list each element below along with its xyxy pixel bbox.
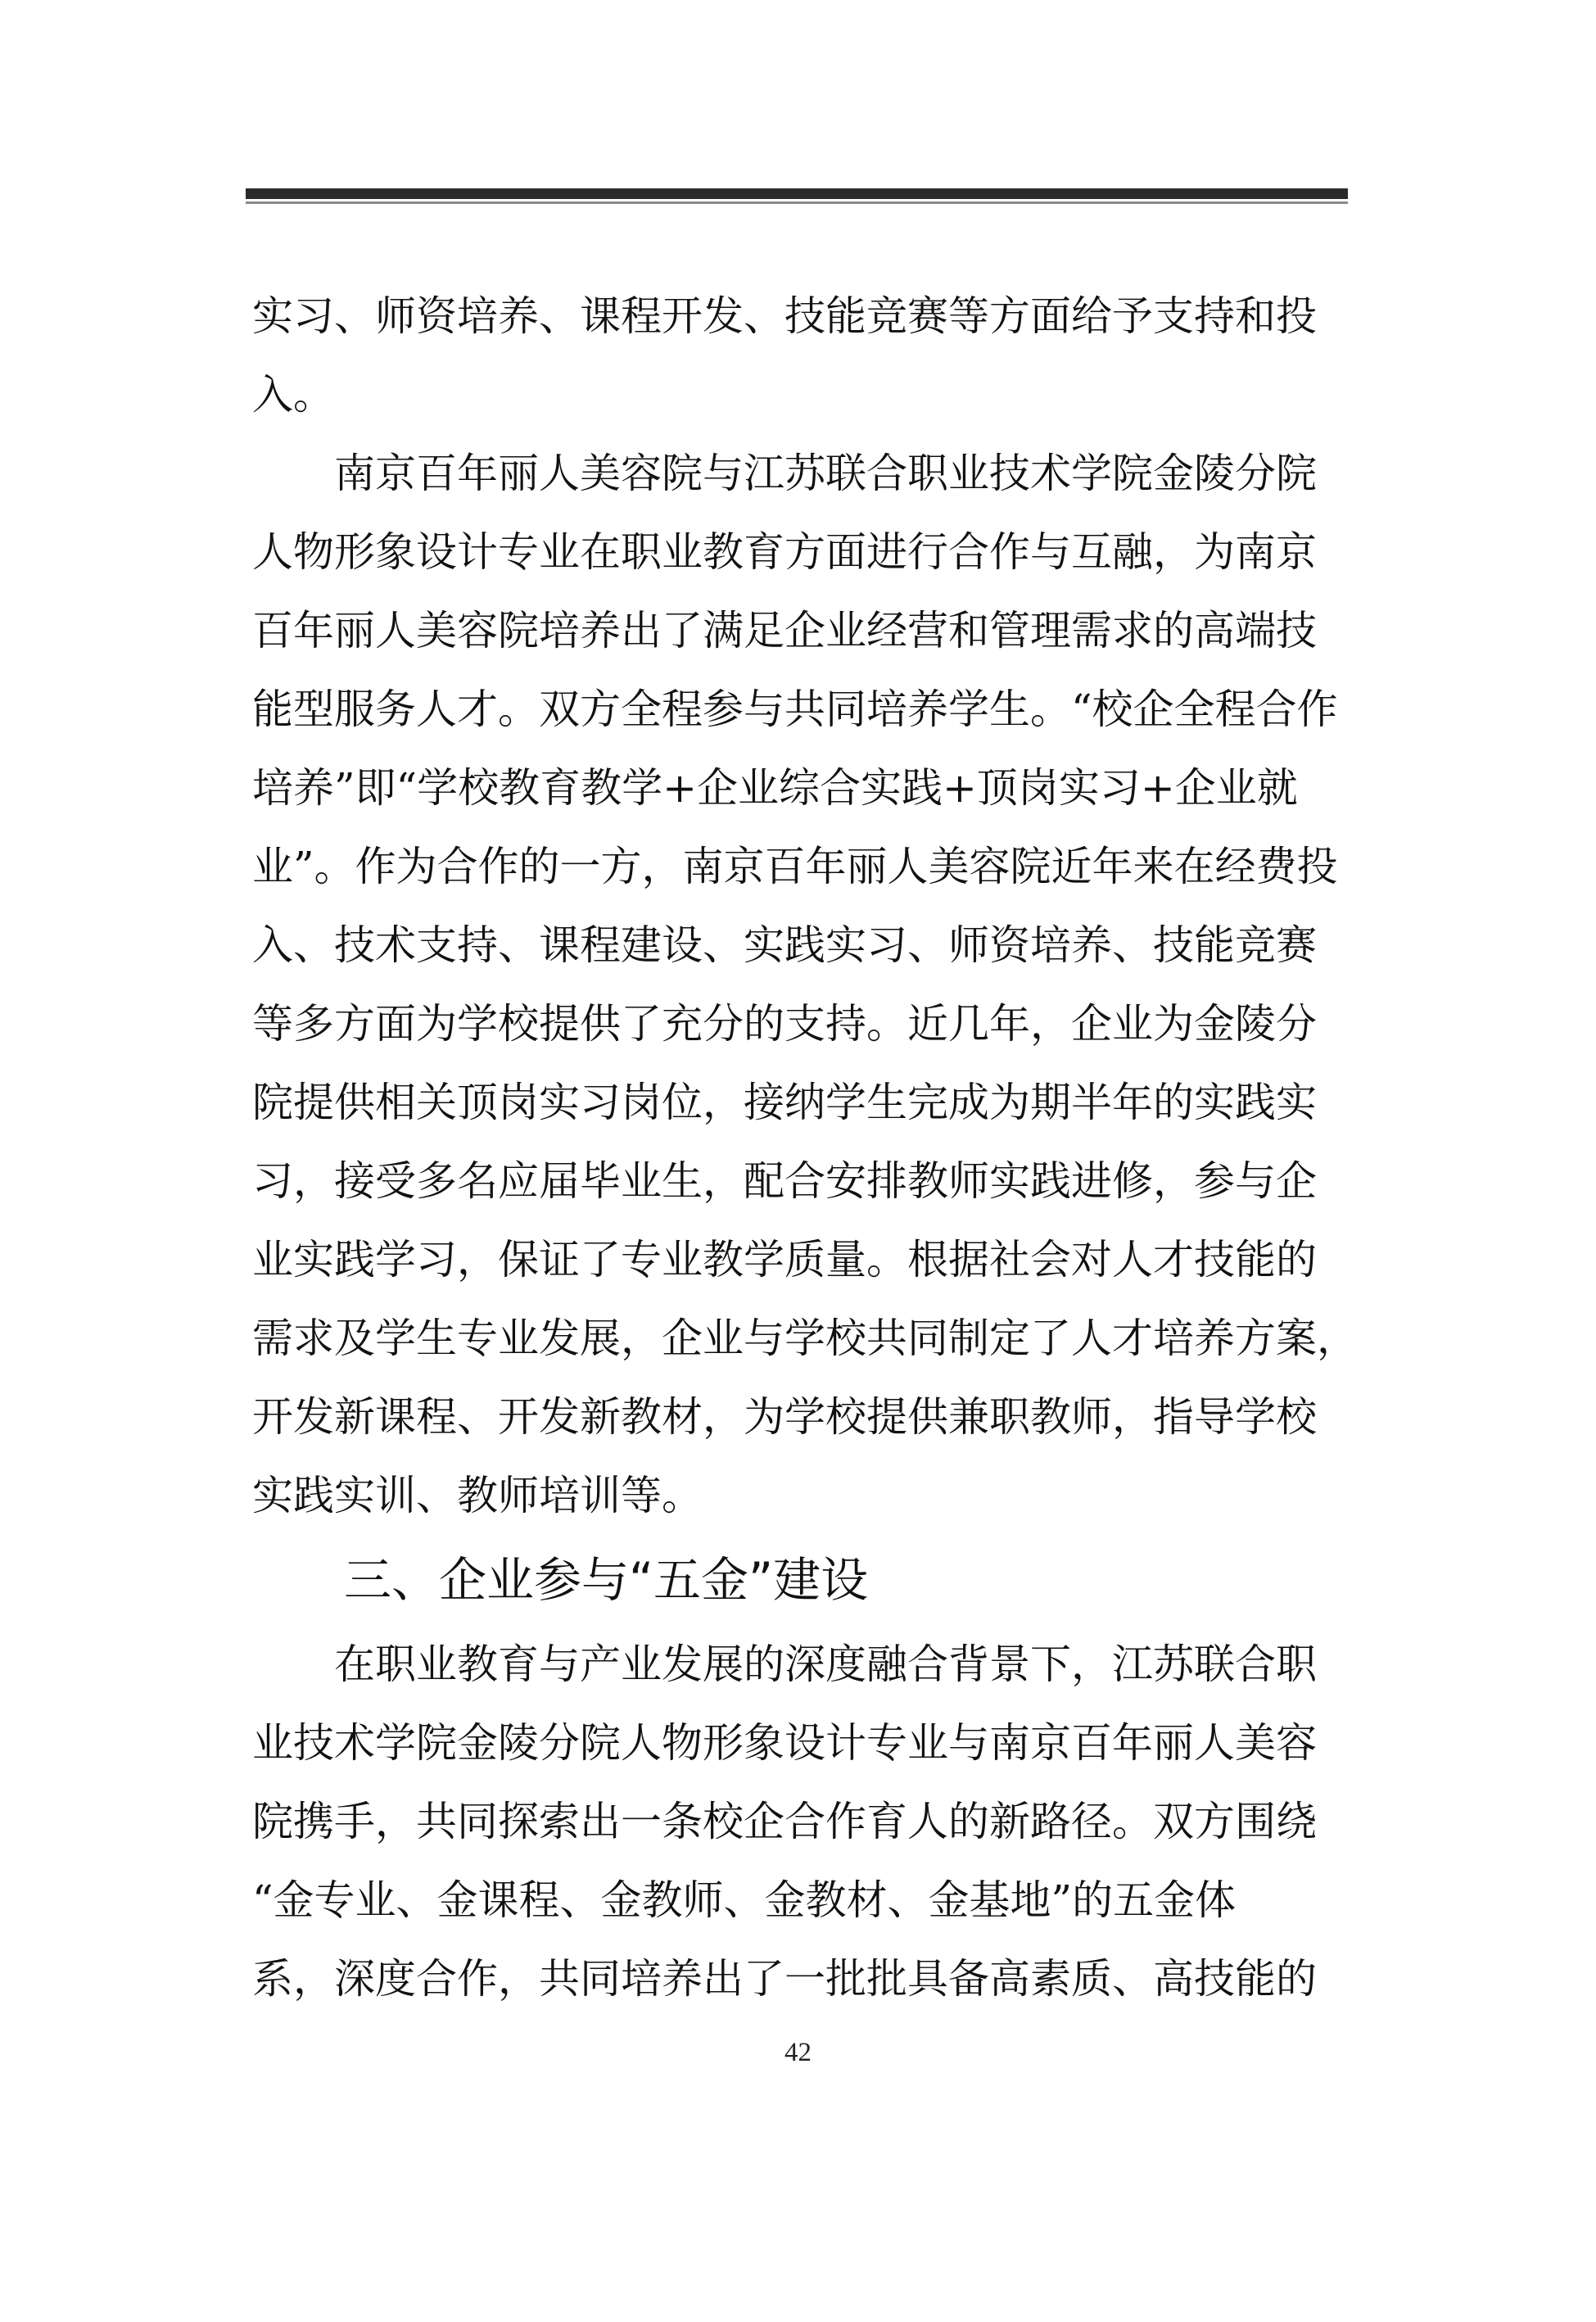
text-line: 人物形象设计专业在职业教育方面进行合作与互融，为南京 [252, 528, 1317, 576]
text-line: 实践实训、教师培训等。 [252, 1472, 703, 1519]
text-line: 等多方面为学校提供了充分的支持。近几年，企业为金陵分 [252, 1000, 1317, 1048]
header-rule-shadow [246, 201, 1348, 204]
text-line: 业”。作为合作的一方，南京百年丽人美容院近年来在经费投 [252, 843, 1338, 890]
page-number: 42 [784, 2038, 812, 2067]
text-line: 培养”即“学校教育教学+企业综合实践+顶岗实习+企业就 [252, 764, 1298, 812]
paragraph-continuation [252, 277, 1354, 434]
text-line: 在职业教育与产业发展的深度融合背景下，江苏联合职 [334, 1641, 1317, 1688]
text-line: 需求及学生专业发展，企业与学校共同制定了人才培养方案， [252, 1315, 1358, 1362]
paragraph-five-gold [252, 1625, 1354, 2018]
text-line: 院提供相关顶岗实习岗位，接纳学生完成为期半年的实践实 [252, 1079, 1317, 1126]
text-line: 百年丽人美容院培养出了满足企业经营和管理需求的高端技 [252, 607, 1317, 654]
page-body [252, 277, 1358, 2018]
text-line: 业实践学习，保证了专业教学质量。根据社会对人才技能的 [252, 1236, 1317, 1283]
text-line: 系，深度合作，共同培养出了一批批具备高素质、高技能的 [252, 1955, 1317, 2003]
text-line: 院携手，共同探索出一条校企合作育人的新路径。双方围绕 [252, 1798, 1317, 1845]
text-line: 实习、师资培养、课程开发、技能竞赛等方面给予支持和投 [252, 292, 1317, 340]
paragraph-cooperation [252, 434, 1358, 1535]
section-heading: 三、企业参与“五金”建设 [344, 1552, 869, 1608]
text-line: 习，接受多名应届毕业生，配合安排教师实践进修，参与企 [252, 1157, 1317, 1205]
text-line: “金专业、金课程、金教师、金教材、金基地”的五金体 [252, 1876, 1237, 1924]
text-line: 能型服务人才。双方全程参与共同培养学生。“校企全程合作 [252, 686, 1338, 733]
text-line: 开发新课程、开发新教材，为学校提供兼职教师，指导学校 [252, 1393, 1317, 1441]
header-rule [246, 188, 1348, 199]
text-line: 入。 [252, 371, 334, 419]
text-line: 业技术学院金陵分院人物形象设计专业与南京百年丽人美容 [252, 1719, 1317, 1767]
text-line: 南京百年丽人美容院与江苏联合职业技术学院金陵分院 [334, 450, 1317, 497]
text-line: 入、技术支持、课程建设、实践实习、师资培养、技能竞赛 [252, 921, 1317, 969]
